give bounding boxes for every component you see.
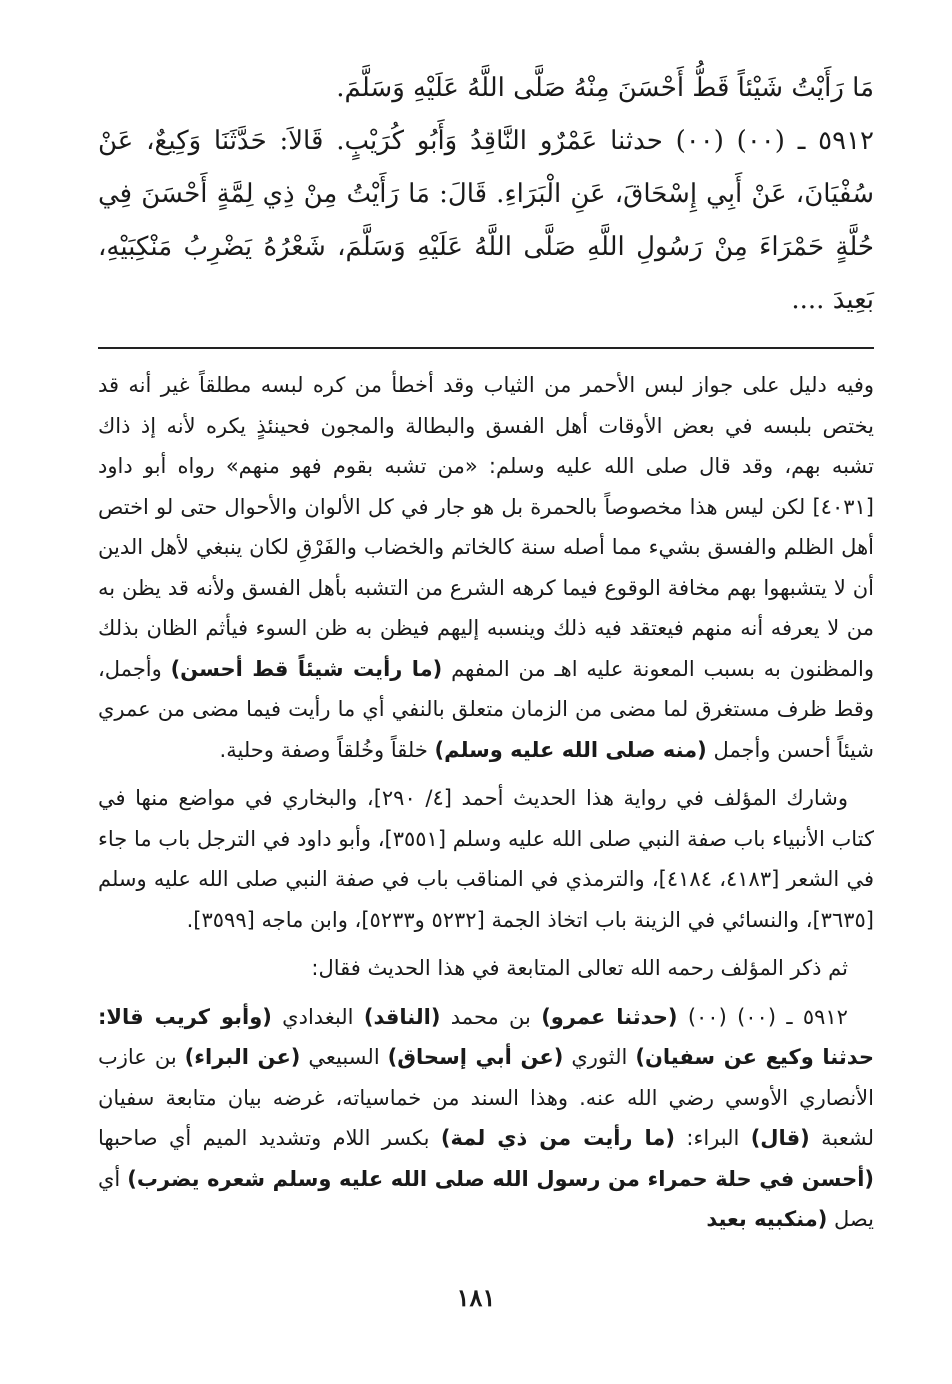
quoted-isnad: (الناقد) — [363, 1004, 441, 1029]
commentary-paragraph-3: ثم ذكر المؤلف رحمه الله تعالى المتابعة في هذا الحديث فقال: — [311, 956, 848, 980]
quoted-matn: (منه صلى الله عليه وسلم) — [434, 737, 707, 762]
quoted-isnad: (حدثنا عمرو) — [541, 1004, 678, 1029]
quoted-isnad: (عن البراء) — [184, 1045, 301, 1069]
commentary-text: وفيه دليل على جواز لبس الأحمر من الثياب وقد أخطأ من كره لبسه مطلقاً غير أنه قد يختص بلبسه في بعض الأوقات أهل الفسق والبطالة والمجون فحينئذٍ يكره لأنه إذ ذاك تشبه بهم، وقد قال صلى الله عليه وسلم: «من تشبه بقوم فهو منهم» رواه أبو داود [٤٠٣١] لكن ليس هذا مخصوصاً بالحمرة بل هو جار في كل الألوان والأحوال حتى لو اختص أهل الظلم والفسق بشيء مما أصله سنة كالخاتم والخضاب والفَرْقِ لكان ينبغي لأهل الدين أن لا يتشبهوا بهم مخافة الوقوع فيما كرهه الشرع من التشبه بأهل الفسق ولأنه قد يظن به من لا يعرفه أنه منهم فيعتقد فيه ذلك وينسبه إليهم فيظن به ظن السوء فيأثم الظان بذلك والمظنون به بسبب المعونة عليه اهـ من المفهم — [98, 373, 875, 681]
commentary — [98, 365, 874, 1240]
commentary-text: بن محمد — [450, 1004, 531, 1029]
commentary-text: البغدادي — [282, 1004, 354, 1029]
commentary-text: بن عازب الأنصاري الأوسي رضي الله عنه. وهذا السند من خماسياته، غرضه بيان متابعة سفيان لشعبة — [98, 1045, 874, 1150]
commentary-text: أي يصل — [98, 1166, 874, 1231]
commentary-text: السبيعي — [308, 1045, 380, 1069]
hadith-5912: ٥٩١٢ ـ (٠٠) (٠٠) حدثنا عَمْرٌو النَّاقِدُ وَأَبُو كُرَيْبٍ. قَالاَ: حَدَّثَنَا وَكِيعٌ، عَنْ سُفْيَانَ، عَنْ أَبِي إِسْحَاقَ، عَنِ الْبَرَاءِ. قَالَ: مَا رَأَيْتُ مِنْ ذِي لِمَّةٍ أَحْسَنَ فِي حُلَّةٍ حَمْرَاءَ مِنْ رَسُولِ اللَّهِ صَلَّى اللَّهُ عَلَيْهِ وَسَلَّمَ، شَعْرُهُ يَضْرِبُ مَنْكِبَيْهِ، بَعِيدَ .... — [98, 126, 874, 315]
commentary-paragraph-2: وشارك المؤلف في رواية هذا الحديث أحمد [٤/ ٢٩٠]، والبخاري في مواضع منها في كتاب الأنبياء باب صفة النبي صلى الله عليه وسلم [٣٥٥١]، وأبو داود في الترجل باب ما جاء في الشعر [٤١٨٣، ٤١٨٤]، والترمذي في المناقب باب في صفة النبي صلى الله عليه وسلم [٣٦٣٥]، والنسائي في الزينة باب اتخاذ الجمة [٥٢٣٢ و٥٢٣٣]، وابن ماجه [٣٥٩٩]. — [98, 786, 874, 932]
commentary-paragraph-4 — [98, 997, 874, 1240]
commentary-text: وأجمل، وقط ظرف مستغرق لما مضى من الزمان متعلق بالنفي أي ما رأيت فيما مضى من عمري شيئاً أحسن وأجمل — [98, 656, 874, 762]
quoted-matn: (منكبيه بعيد — [706, 1207, 828, 1231]
quoted-isnad: (وأبو كريب قالا: حدثنا وكيع عن سفيان) — [98, 1004, 874, 1069]
commentary-paragraph-1 — [98, 365, 874, 770]
quoted-matn: (قال) — [750, 1126, 810, 1150]
quoted-matn: (أحسن في حلة حمراء من رسول الله صلى الله عليه وسلم شعره يضرب) — [127, 1166, 874, 1191]
page-number: ١٨١ — [456, 1283, 496, 1312]
commentary-text: خلقاً وخُلقاً وصفة وحلية. — [219, 737, 428, 762]
quoted-matn: (ما رأيت شيئاً قط أحسن) — [170, 656, 443, 681]
quoted-isnad: (عن أبي إسحاق) — [387, 1045, 564, 1069]
page — [98, 62, 874, 1352]
hadith-line-continuation: مَا رَأَيْتُ شَيْئاً قَطُّ أَحْسَنَ مِنْهُ صَلَّى اللَّهُ عَلَيْهِ وَسَلَّمَ. — [336, 73, 874, 103]
commentary-text: الثوري — [571, 1045, 628, 1069]
quoted-matn: (ما رأيت من ذي لمة) — [440, 1126, 675, 1150]
hadith-number: ٥٩١٢ ـ (٠٠) (٠٠) — [687, 1004, 848, 1029]
commentary-text: البراء: — [686, 1126, 740, 1150]
hadith-text — [98, 62, 874, 327]
footnote-separator — [98, 347, 874, 349]
commentary-text: بكسر اللام وتشديد الميم أي صاحبها — [98, 1126, 430, 1150]
